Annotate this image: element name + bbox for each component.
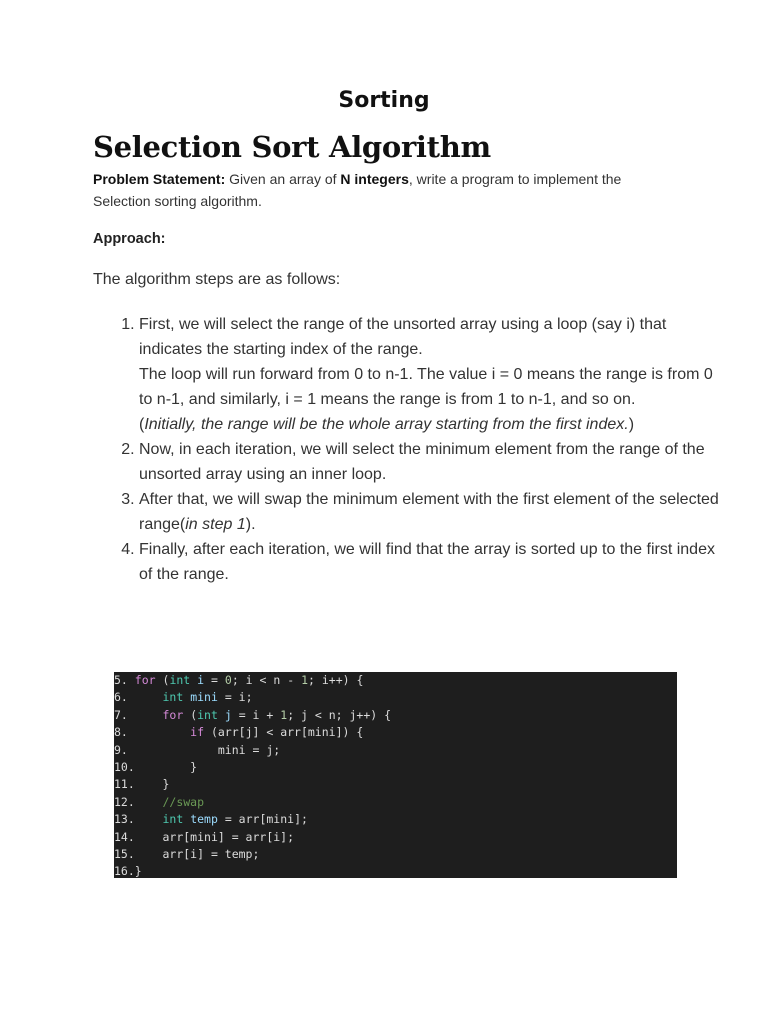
step-item-4 (139, 537, 729, 587)
code-token: } (134, 759, 198, 774)
code-line-number: 13. (114, 812, 135, 827)
code-line-number: 16. (114, 864, 135, 878)
step-1-text: First, we will select the range of the unsorted array using a loop (say i) that indicates the starting index of the range. (139, 316, 667, 358)
code-token: temp (190, 812, 218, 827)
problem-bold-term: N integers (340, 171, 409, 187)
step-4-text: Finally, after each iteration, we will find that the array is sorted up to the first index of the range. (139, 541, 715, 583)
code-block (114, 672, 677, 878)
problem-text-1: Given an array of (225, 171, 341, 187)
code-line-number: 15. (114, 846, 135, 861)
code-token: //swap (162, 794, 205, 809)
problem-statement (93, 168, 673, 212)
code-token: = i; (217, 690, 253, 705)
code-line (114, 794, 677, 811)
code-line-number: 5. (114, 673, 128, 687)
code-token: } (134, 864, 142, 878)
code-token: arr[mini] = arr[i]; (134, 829, 295, 844)
code-token: ( (183, 707, 198, 722)
approach-label: Approach: (93, 231, 166, 247)
step-item-3 (139, 487, 729, 537)
code-token (135, 795, 163, 809)
code-token: i (197, 673, 205, 687)
code-line (114, 724, 677, 741)
code-token: 1 (280, 707, 288, 722)
code-token: j (224, 707, 232, 722)
code-line (114, 742, 677, 759)
code-token: 1 (301, 673, 308, 687)
code-token (135, 812, 163, 826)
code-line-number: 10. (114, 759, 135, 774)
code-token (128, 708, 163, 722)
code-line (114, 829, 677, 846)
step-3-italic: in step 1 (185, 516, 246, 533)
code-line-number: 6. (114, 690, 128, 705)
code-line (114, 811, 677, 828)
code-token: int (197, 707, 218, 722)
code-token: arr[i] = temp; (134, 846, 260, 861)
step-item-2 (139, 437, 729, 487)
step-1-note-close: ) (628, 416, 635, 433)
code-token (128, 673, 135, 687)
code-line-number: 11. (114, 777, 135, 792)
step-item-1 (139, 312, 729, 437)
code-token: int (162, 690, 184, 705)
document-heading: Selection Sort Algorithm (93, 130, 491, 164)
code-line (114, 672, 677, 689)
code-token: (arr[j] < arr[mini]) { (204, 725, 364, 740)
step-1-note: Initially, the range will be the whole array starting from the first index. (144, 416, 629, 433)
code-token: for (134, 673, 156, 687)
code-line-number: 8. (114, 725, 128, 740)
code-line-number: 9. (114, 742, 128, 757)
code-line (114, 776, 677, 793)
problem-statement-label: Problem Statement: (93, 171, 226, 187)
code-token: ( (155, 673, 170, 687)
code-token (128, 725, 190, 739)
code-line (114, 863, 677, 878)
code-token (128, 690, 163, 704)
code-line (114, 846, 677, 863)
algorithm-intro: The algorithm steps are as follows: (93, 271, 341, 288)
code-token: mini (190, 690, 218, 705)
code-token: ; j < n; j++) { (287, 707, 392, 722)
code-token: ; i++) { (308, 673, 364, 687)
code-line-number: 7. (114, 707, 128, 722)
step-3-text: After that, we will swap the minimum element with the first element of the selected range( (139, 491, 719, 533)
code-token: = (204, 673, 225, 687)
code-token (218, 708, 225, 722)
code-token: = i + (231, 707, 281, 722)
code-line (114, 689, 677, 706)
code-token: 0 (224, 673, 232, 687)
code-line (114, 707, 677, 724)
code-token: int (162, 812, 184, 827)
step-1-loop-text: The loop will run forward from 0 to n-1. The value i = 0 means the range is from 0 to n-1, and similarly, i = 1 means the range is from 1 to n-1, and so on. (139, 366, 713, 408)
code-token: if (190, 725, 205, 740)
step-3-text-after: ). (245, 516, 256, 533)
code-token: } (134, 777, 170, 792)
code-token: ; i < n - (231, 673, 302, 687)
code-token: int (169, 673, 191, 687)
step-2-text: Now, in each iteration, we will select the minimum element from the range of the unsorted array using an inner loop. (139, 441, 705, 483)
code-token: for (162, 707, 184, 722)
code-line (114, 759, 677, 776)
algorithm-steps-list (93, 312, 729, 587)
problem-text-2: , write a program to implement the Selection sorting algorithm. (93, 171, 622, 209)
code-token: mini = j; (127, 742, 281, 757)
code-line-number: 12. (114, 794, 135, 809)
step-1-note-open: ( (139, 416, 145, 433)
code-line-number: 14. (114, 829, 135, 844)
code-token: = arr[mini]; (217, 812, 308, 827)
page-title: Sorting (338, 88, 430, 113)
